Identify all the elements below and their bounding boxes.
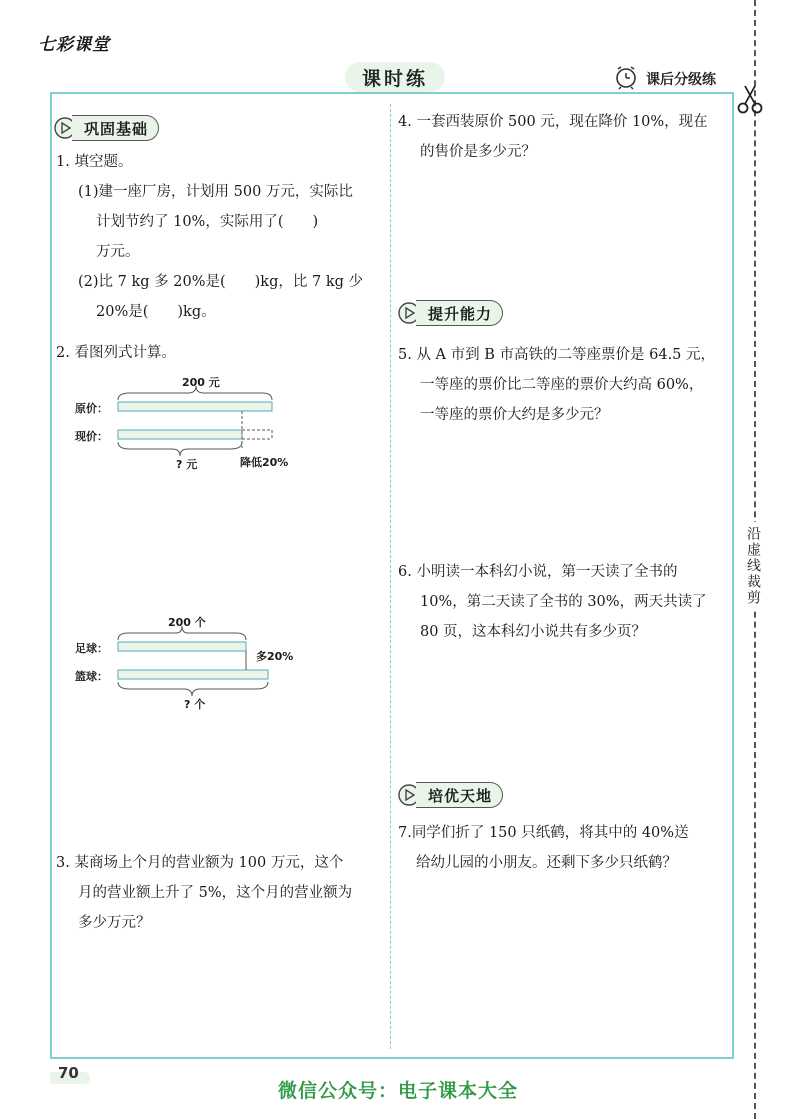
question-5: [398, 340, 738, 430]
q6-line2: 10%，第二天读了全书的 30%，两天共读了: [420, 594, 707, 610]
q7-line2: 给幼儿园的小朋友。还剩下多少只纸鹤？: [416, 855, 677, 871]
q6-line1: 6. 小明读一本科幻小说，第一天读了全书的: [398, 564, 678, 580]
q4-line1: 4. 一套西装原价 500 元，现在降价 10%，现在: [398, 114, 708, 130]
section-improve-label: 提升能力: [416, 300, 503, 326]
diagram2-unknown-label: ? 个: [184, 698, 206, 711]
q1b-line1: (2)比 7 kg 多 20%是( )kg，比 7 kg 少: [78, 274, 364, 290]
q2-stem: 2. 看图列式计算。: [56, 345, 176, 361]
section-advanced-label: 培优天地: [416, 782, 503, 808]
diagram1-row1-label: 原价：: [75, 402, 108, 415]
q3-line2: 月的营业额上升了 5%，这个月的营业额为: [78, 885, 353, 901]
q1-stem: 1. 填空题。: [56, 154, 133, 170]
watermark-text: 微信公众号：电子课本大全: [278, 1080, 519, 1102]
q3-line3: 多少万元？: [78, 915, 151, 931]
section-basic-label: 巩固基础: [72, 115, 159, 141]
diagram1-unknown-label: ? 元: [176, 458, 198, 471]
question-6: [398, 557, 738, 647]
q1a-line1: (1)建一座厂房，计划用 500 万元，实际比: [78, 184, 353, 200]
diagram1-change-label: 降低20%: [240, 456, 289, 469]
clock-icon: [613, 64, 639, 90]
q4-line2: 的售价是多少元？: [420, 144, 536, 160]
q1a-line3: 万元。: [96, 244, 140, 260]
diagram2-row2-label: 篮球：: [75, 670, 108, 683]
diagram1-row2-label: 现价：: [75, 430, 108, 443]
page-number: 70: [58, 1064, 79, 1082]
q3-line1: 3. 某商场上个月的营业额为 100 万元，这个: [56, 855, 344, 871]
column-divider: [390, 104, 391, 1049]
diagram2-change-label: 多20%: [256, 650, 294, 663]
diagram1-total-label: 200 元: [182, 376, 220, 389]
q1a-line2: 计划节约了 10%，实际用了( ): [96, 214, 319, 230]
q1b-line2: 20%是( )kg。: [96, 304, 216, 320]
q6-line3: 80 页，这本科幻小说共有多少页？: [420, 624, 647, 640]
diagram2-total-label: 200 个: [168, 616, 206, 629]
section-basic: [54, 113, 159, 143]
section-advanced: [398, 780, 503, 810]
section-improve: [398, 298, 503, 328]
question-7: [398, 818, 738, 878]
cut-hint: 沿虚线裁剪: [742, 522, 762, 610]
question-3: [56, 848, 386, 938]
diagram2-row1-label: 足球：: [75, 642, 108, 655]
scissors-icon: [736, 84, 764, 114]
q5-line1: 5. 从 A 市到 B 市高铁的二等座票价是 64.5 元，: [398, 347, 716, 363]
diagram-balls: [70, 610, 310, 710]
grade-label: 课后分级练: [646, 72, 716, 88]
question-4: [398, 107, 738, 167]
page-title: 课时练: [345, 62, 445, 92]
q5-line2: 一等座的票价比二等座的票价大约高 60%，: [420, 377, 704, 393]
brand-logo: 七彩课堂: [38, 35, 110, 55]
q7-line1: 7.同学们折了 150 只纸鹤，将其中的 40%送: [398, 825, 689, 841]
q5-line3: 一等座的票价大约是多少元？: [420, 407, 609, 423]
question-1: [56, 147, 386, 327]
diagram-price: [70, 372, 310, 472]
